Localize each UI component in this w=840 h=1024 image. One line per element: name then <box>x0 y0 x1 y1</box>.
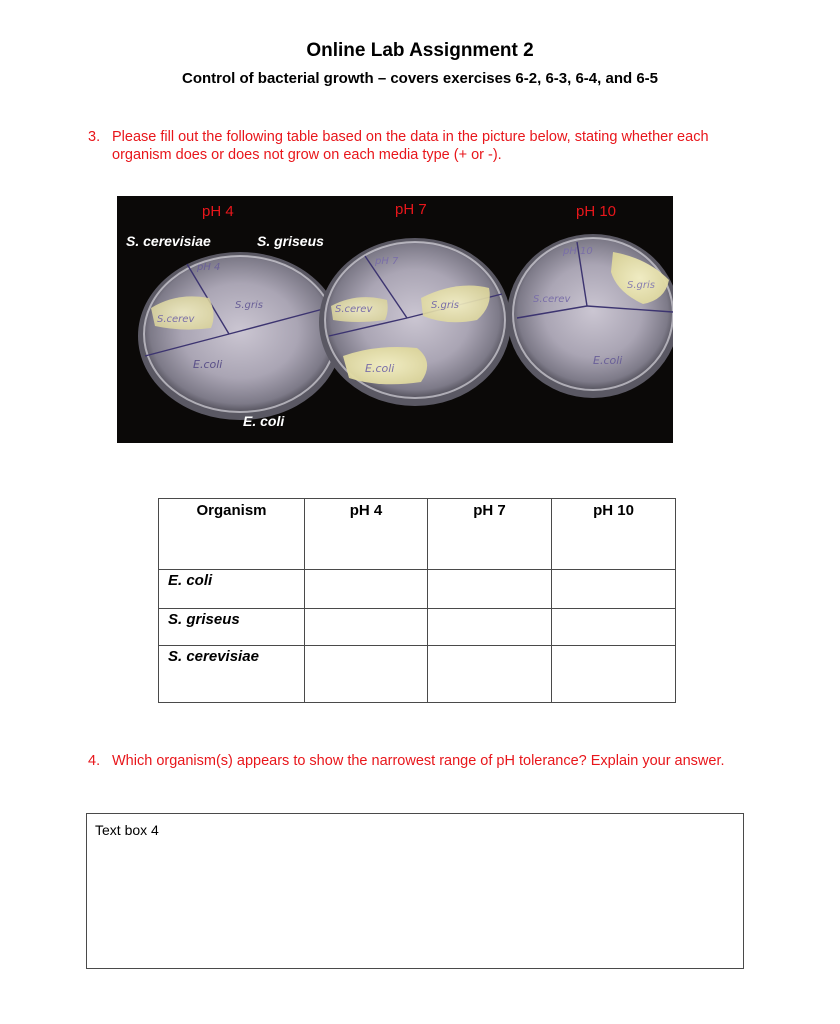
table-header-row <box>159 499 676 570</box>
petri-dish-photo <box>117 196 673 443</box>
plate2-label-gris: S.gris <box>431 300 459 311</box>
cell-cerevisiae-ph4[interactable] <box>305 646 428 703</box>
cell-ecoli-ph7[interactable] <box>428 570 552 609</box>
row-organism: E. coli <box>159 570 305 609</box>
plate3-label-coli: E.coli <box>593 354 623 367</box>
page-subtitle: Control of bacterial growth – covers exercises 6-2, 6-3, 6-4, and 6-5 <box>181 70 658 87</box>
cell-griseus-ph7[interactable] <box>428 609 552 646</box>
text-box-label: Text box 4 <box>95 822 159 838</box>
question-3-number: 3. <box>88 129 101 145</box>
header-ph10: pH 10 <box>552 499 676 570</box>
cell-ecoli-ph10[interactable] <box>552 570 676 609</box>
plate3-label-cerev: S.cerev <box>533 294 571 305</box>
table-row <box>159 646 676 703</box>
header-ph4: pH 4 <box>305 499 428 570</box>
plate1-label-ph: pH 4 <box>197 262 221 273</box>
photo-coli-label: E. coli <box>243 413 285 429</box>
plate-ph7 <box>319 238 511 406</box>
plate2-label-ph: pH 7 <box>375 256 399 267</box>
cell-griseus-ph10[interactable] <box>552 609 676 646</box>
header-organism: Organism <box>159 499 305 570</box>
plate-ph10 <box>507 234 673 398</box>
question-4 <box>88 752 748 770</box>
photo-ph4-label: pH 4 <box>202 203 234 220</box>
plate2-label-coli: E.coli <box>365 362 395 375</box>
question-4-text: Which organism(s) appears to show the narrowest range of pH tolerance? Explain your answer. <box>112 753 725 769</box>
plate1-label-gris: S.gris <box>235 300 263 311</box>
growth-table <box>158 498 676 703</box>
question-4-number: 4. <box>88 753 101 769</box>
table-row <box>159 570 676 609</box>
page-title: Online Lab Assignment 2 <box>306 40 534 61</box>
cell-ecoli-ph4[interactable] <box>305 570 428 609</box>
plate3-label-ph: pH 10 <box>563 246 593 257</box>
plate1-label-cerev: S.cerev <box>157 314 195 325</box>
plate-ph4 <box>138 252 342 420</box>
plate2-label-cerev: S.cerev <box>335 304 373 315</box>
row-organism: S. cerevisiae <box>159 646 305 703</box>
photo-ph10-label: pH 10 <box>576 203 617 220</box>
table-row <box>159 609 676 646</box>
cell-cerevisiae-ph7[interactable] <box>428 646 552 703</box>
header-ph7: pH 7 <box>428 499 552 570</box>
answer-text-box[interactable] <box>86 813 744 969</box>
photo-ph7-label: pH 7 <box>395 201 427 218</box>
cell-cerevisiae-ph10[interactable] <box>552 646 676 703</box>
row-organism: S. griseus <box>159 609 305 646</box>
question-3 <box>88 128 748 164</box>
question-3-text: Please fill out the following table based on the data in the picture below, stating whether each organism does or does not grow on each media type (+ or -). <box>112 129 709 163</box>
photo-griseus-label: S. griseus <box>257 233 324 249</box>
photo-cerevisiae-label: S. cerevisiae <box>126 233 211 249</box>
plate1-label-coli: E.coli <box>193 358 223 371</box>
cell-griseus-ph4[interactable] <box>305 609 428 646</box>
plate3-label-gris: S.gris <box>627 280 655 291</box>
